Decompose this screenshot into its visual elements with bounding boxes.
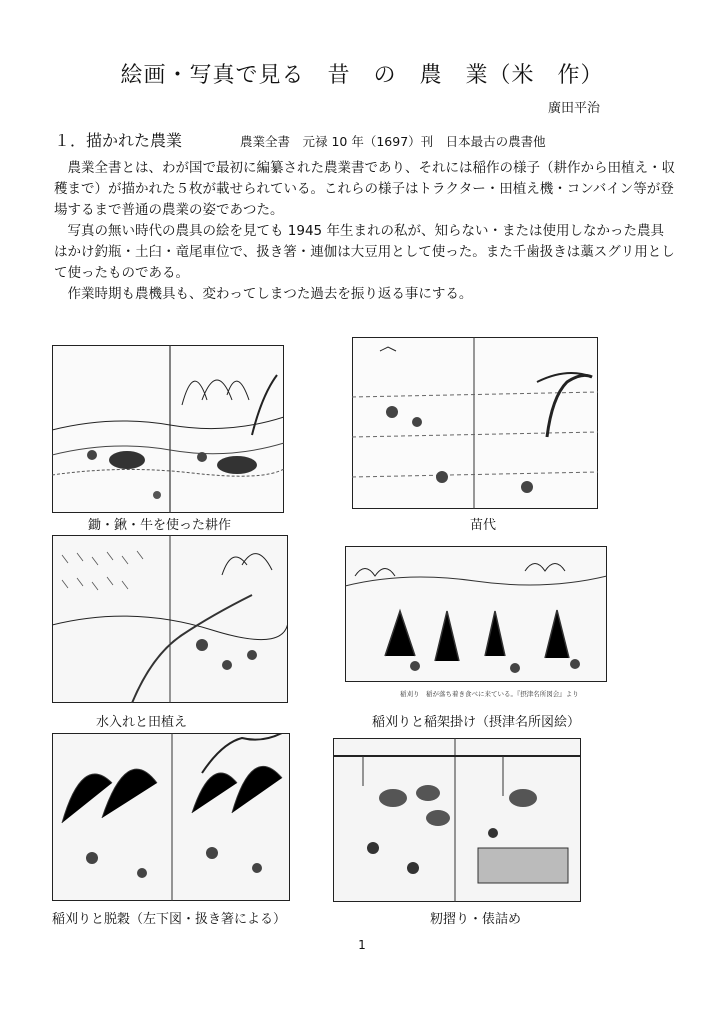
page-number: 1 (358, 938, 366, 952)
figure-caption: 稲刈りと脱穀（左下図・扱き箸による） (52, 912, 287, 927)
figure-inner-caption: 稲刈り 稲が落ち着き食べに来ている。『摂津名所図会』より (400, 690, 579, 698)
figure-caption: 苗代 (470, 518, 497, 533)
paragraph: 作業時期も農機具も、変わってしまつた過去を振り返る事にする。 (67, 286, 473, 302)
figure-caption: 鋤・鍬・牛を使った耕作 (88, 518, 232, 533)
section-heading: １．描かれた農業 (54, 131, 183, 150)
figure-threshing (52, 733, 290, 901)
figure-caption: 籾摺り・俵詰め (430, 912, 522, 927)
figure-caption: 稲刈りと稲架掛け（摂津名所図絵） (372, 715, 581, 730)
author-name: 廣田平治 (548, 101, 601, 116)
illustration-threshing (52, 733, 290, 901)
figure-caption: 水入れと田植え (96, 715, 188, 730)
illustration-harvest-racks (345, 546, 607, 704)
figure-plowing (52, 345, 284, 513)
illustration-plowing (52, 345, 284, 513)
illustration-seedbed (352, 337, 598, 509)
figure-hulling (333, 738, 581, 902)
figure-planting (52, 535, 288, 703)
paragraph: 農業全書とは、わが国で最初に編纂された農業書であり、それには稲作の様子（耕作から田植え・収穫まで）が描かれた５枚が載せられている。これらの様子はトラクター・田植え機・コンバイン等が登場するまで普通の農業の姿であつた。 (54, 160, 675, 218)
figure-seedbed (352, 337, 598, 509)
body-text (54, 158, 676, 305)
section-source: 農業全書 元禄 10 年（1697）刊 日本最古の農書他 (240, 134, 546, 149)
page-title: 絵画・写真で見る 昔 の 農 業（米 作） (120, 63, 604, 88)
illustration-hulling (333, 738, 581, 902)
illustration-planting (52, 535, 288, 703)
figure-harvest-racks (345, 546, 607, 704)
paragraph: 写真の無い時代の農具の絵を見ても 1945 年生まれの私が、知らない・または使用しなかった農具はかけ釣瓶・土臼・竜尾車位で、扱き箸・連伽は大豆用として使った。また千歯扱きは藁スグリ用として使ったものである。 (54, 223, 675, 281)
